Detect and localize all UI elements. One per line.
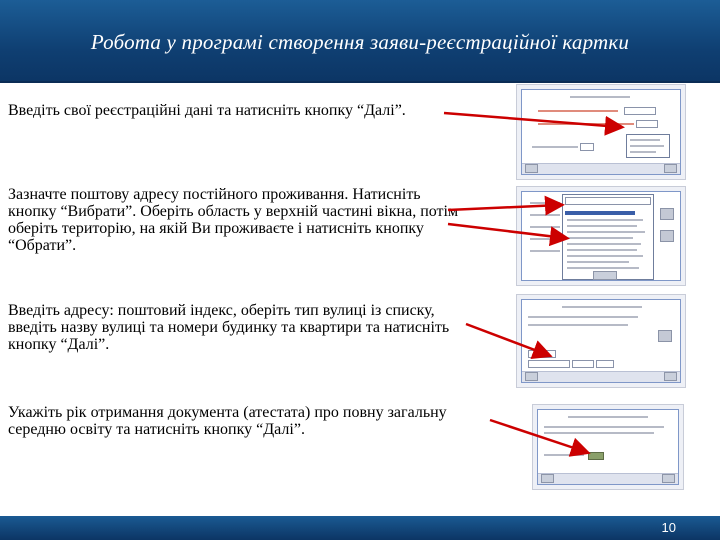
arrow-step-3 [466,324,548,355]
arrow-step-2b [448,224,565,238]
slide-footer [0,516,720,540]
arrow-step-1 [444,113,620,127]
page-number: 10 [661,520,676,535]
arrow-step-4 [490,420,586,452]
step-1-text: Введіть свої реєстраційні дані та натисніть кнопку “Далі”. [8,102,406,119]
step-2-text: Зазначте поштову адресу постійного проживання. Натисніть кнопку “Вибрати”. Оберіть область у верхній частині вікна, потім оберіть територію, на якій Ви проживаєте і натисніть кнопку “Обрати”. [8,186,459,254]
arrow-step-2a [448,205,560,210]
step-3-text: Введіть адресу: поштовий індекс, оберіть тип вулиці із списку, введіть назву вулиці та номери будинку та квартири та натисніть кнопку “Далі”. [8,302,450,353]
slide-title: Робота у програмі створення заяви-реєстраційної картки [90,30,630,54]
step-4-text: Укажіть рік отримання документа (атестата) про повну загальну середню освіту та натисніть кнопку “Далі”. [8,404,447,438]
